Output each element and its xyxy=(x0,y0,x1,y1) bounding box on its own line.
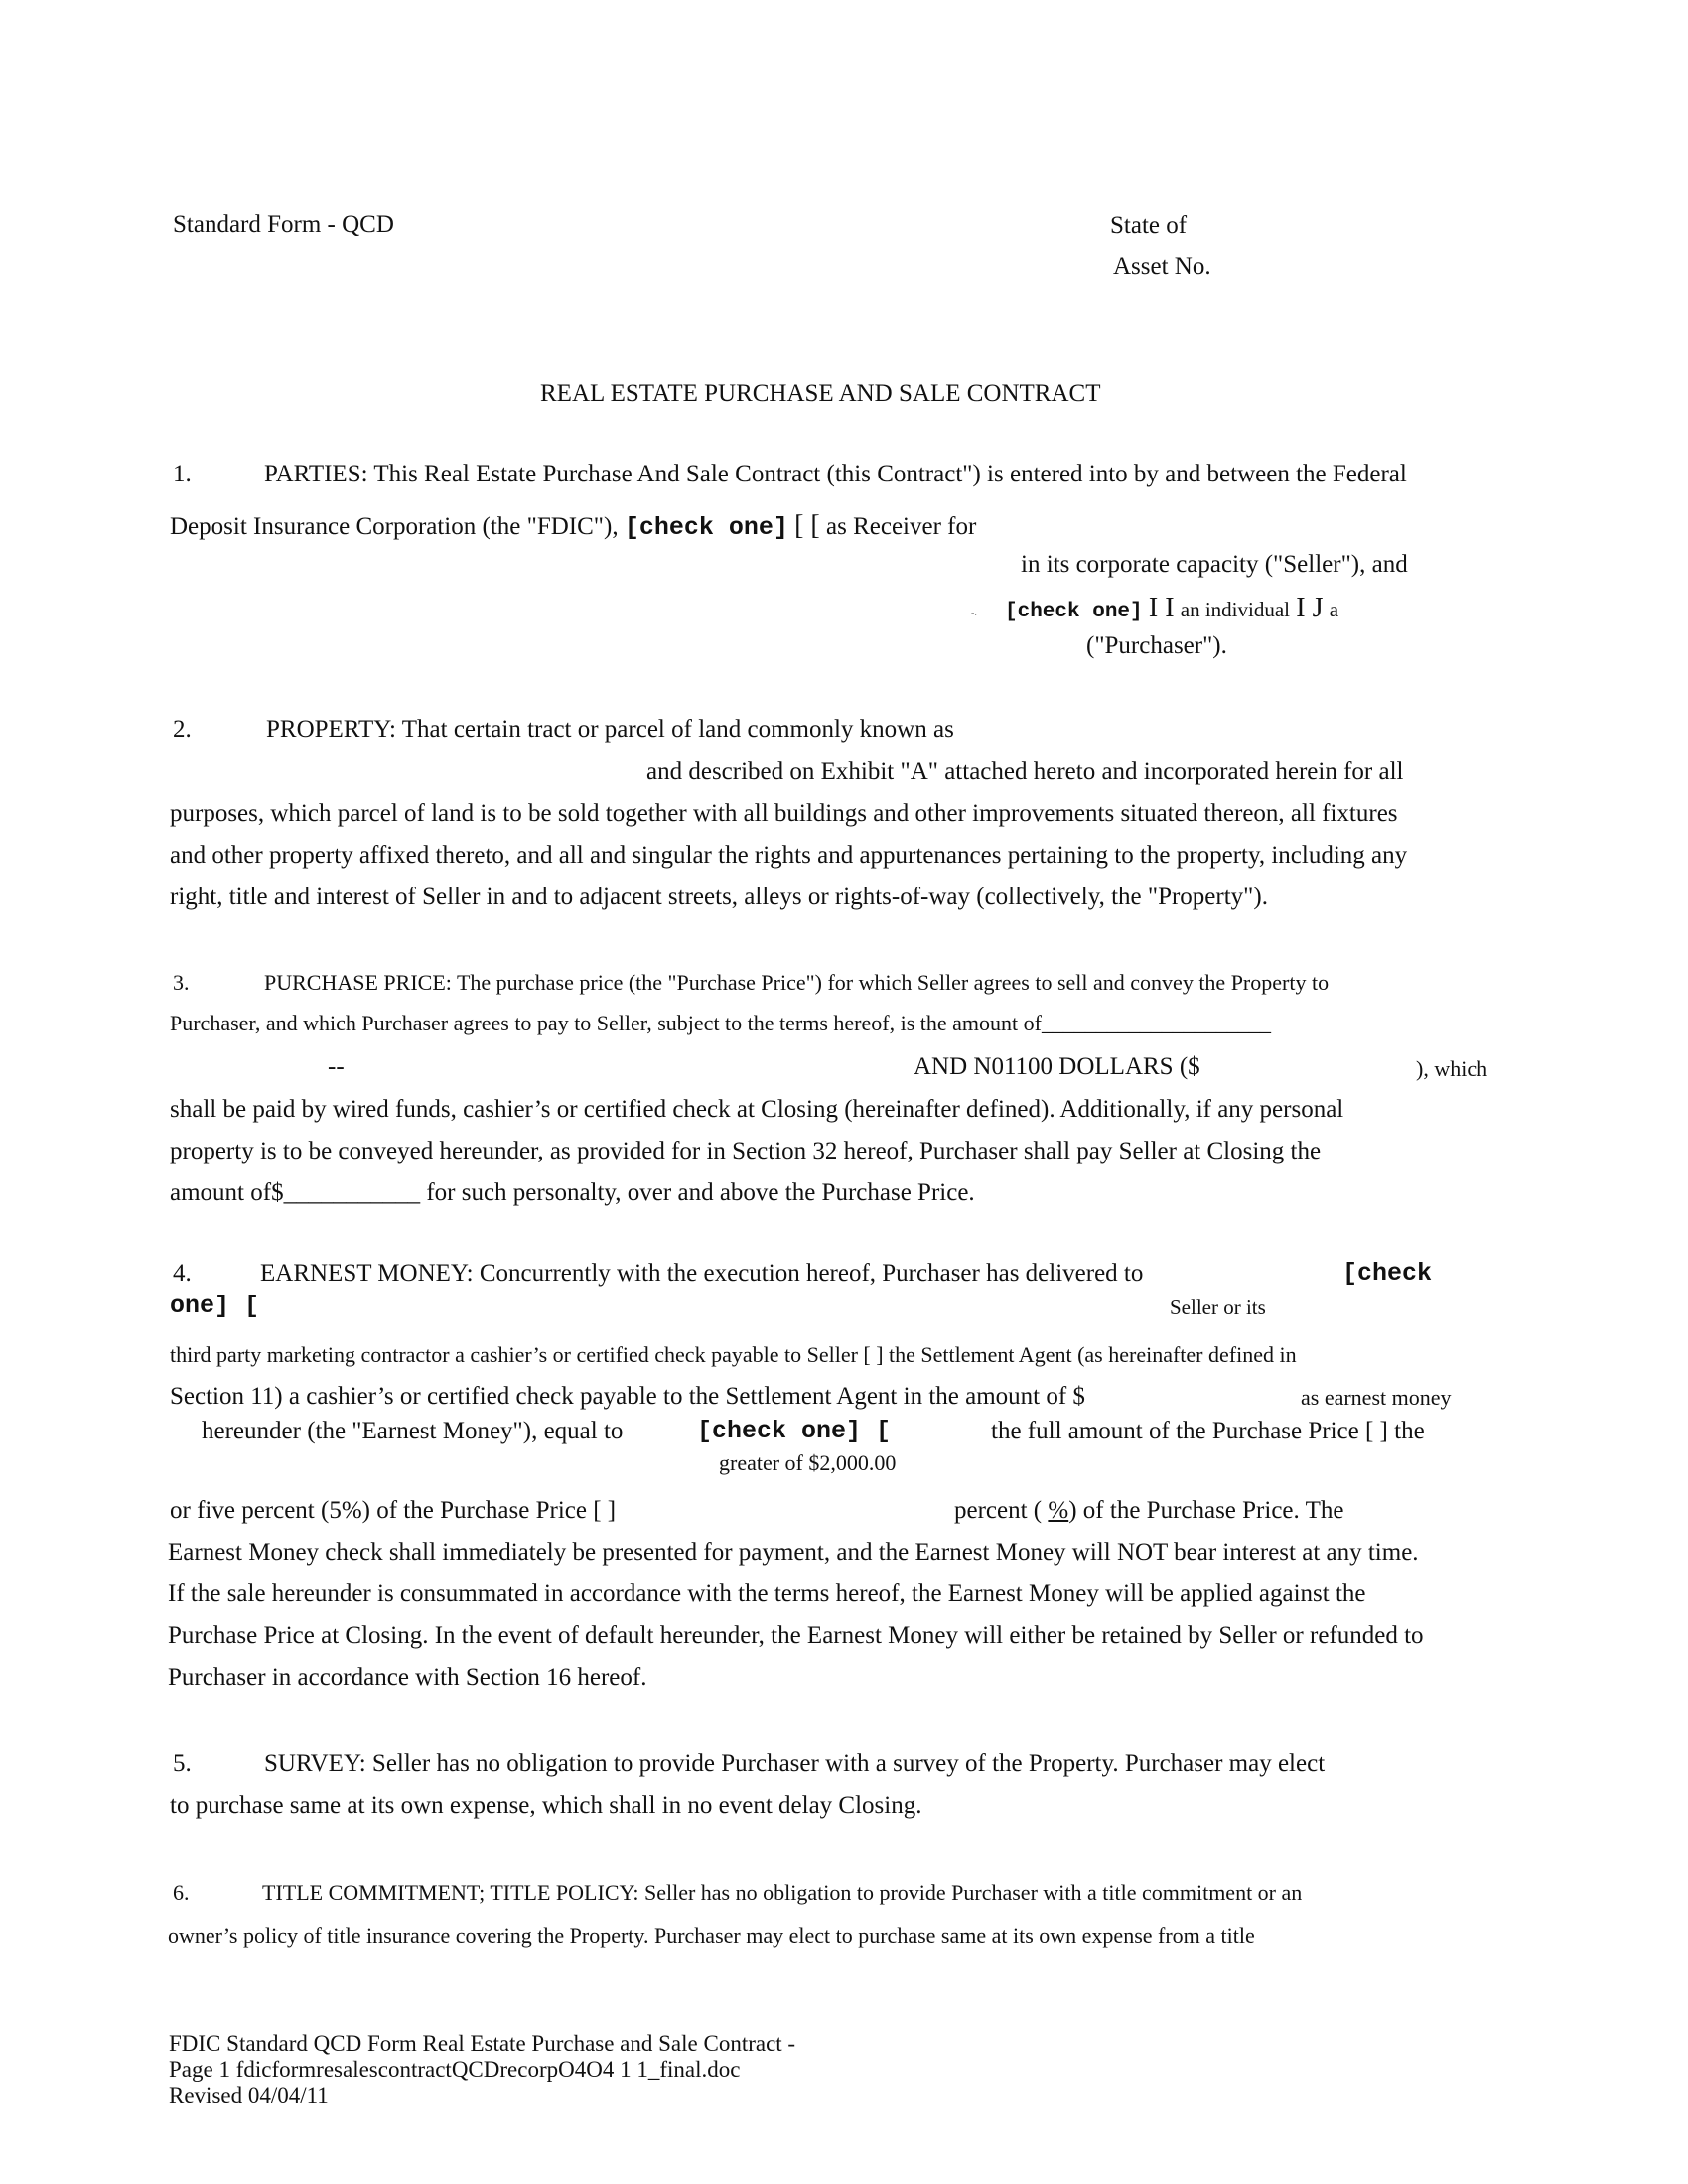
section-1-line-1: PARTIES: This Real Estate Purchase And Sale Contract (this Contract") is entered into by and between the Federal xyxy=(264,461,1407,487)
section-2-line-1: PROPERTY: That certain tract or parcel of land commonly known as xyxy=(266,716,954,743)
section-3-line-1: PURCHASE PRICE: The purchase price (the "Purchase Price") for which Seller agrees to sell and convey the Property to xyxy=(264,970,1330,995)
section-6-number: 6. xyxy=(173,1880,190,1905)
section-4-line-1: EARNEST MONEY: Concurrently with the execution hereof, Purchaser has delivered to xyxy=(260,1260,1144,1287)
check-one-bracket[interactable]: [check one] [ xyxy=(697,1417,892,1445)
greater-of-amount: greater of $2,000.00 xyxy=(719,1450,897,1475)
form-label: Standard Form - QCD xyxy=(173,211,394,238)
percent-suffix: ) of the Purchase Price. The xyxy=(1068,1497,1344,1524)
section-2-number: 2. xyxy=(173,716,192,743)
section-2-line-3: purposes, which parcel of land is to be sold together with all buildings and other improvements situated thereon, all fixtures xyxy=(170,800,1398,827)
earnest-money-label: as earnest money xyxy=(1301,1385,1452,1410)
check-one-label: [check one] xyxy=(1005,601,1143,623)
section-4-number: 4. xyxy=(173,1260,192,1287)
entity-label: a xyxy=(1329,598,1339,621)
section-2-line-5: right, title and interest of Seller in and to adjacent streets, alleys or rights-of-way (collectively, the "Property"). xyxy=(170,884,1268,910)
entity-checkbox[interactable]: I J xyxy=(1296,593,1324,623)
footer-line-2: Page 1 fdicformresalescontractQCDrecorpO4O4 1 1_final.doc xyxy=(169,2057,741,2082)
section-5-line-1: SURVEY: Seller has no obligation to provide Purchaser with a survey of the Property. Purchaser may elect xyxy=(264,1750,1326,1777)
asset-label: Asset No. xyxy=(1113,253,1211,280)
section-3-dashes: -- xyxy=(328,1053,345,1080)
section-1-line-2 xyxy=(170,511,976,543)
seller-or-its: Seller or its xyxy=(1170,1296,1266,1319)
section-3-dollars: AND N01100 DOLLARS ($ xyxy=(914,1053,1200,1080)
purchaser-type-checkbox[interactable]: I I xyxy=(1148,593,1175,623)
receiver-checkbox[interactable]: [ [ xyxy=(794,510,820,541)
section-3-which: ), which xyxy=(1416,1056,1488,1081)
section-1-number: 1. xyxy=(173,461,192,487)
section-4-line-3: third party marketing contractor a cashier’s or certified check payable to Seller [ ] the Settlement Agent (as hereinafter defined in xyxy=(170,1342,1297,1367)
section-4-line-7: or five percent (5%) of the Purchase Price [ ] xyxy=(170,1497,617,1524)
section-6-line-2: owner’s policy of title insurance covering the Property. Purchaser may elect to purchase same at its own expense from a title xyxy=(168,1923,1255,1948)
section-3-number: 3. xyxy=(173,970,190,995)
section-5-line-2: to purchase same at its own expense, which shall in no event delay Closing. xyxy=(170,1792,922,1819)
document-title: REAL ESTATE PURCHASE AND SALE CONTRACT xyxy=(540,380,1101,407)
individual-label: an individual xyxy=(1180,598,1291,621)
percent-label: percent ( xyxy=(954,1497,1043,1524)
section-1-line-4 xyxy=(1005,594,1338,627)
section-1-fdic-text: Deposit Insurance Corporation (the "FDIC"), xyxy=(170,513,619,540)
page-footer xyxy=(169,2031,795,2109)
scan-speck: -. xyxy=(971,608,977,618)
section-1-receiver-text: as Receiver for xyxy=(826,513,977,540)
section-4-line-8: Earnest Money check shall immediately be presented for payment, and the Earnest Money will NOT bear interest at any time. xyxy=(168,1539,1419,1566)
check-one-bracket[interactable]: one] [ xyxy=(170,1292,260,1320)
section-3-line-6: amount of$___________ for such personalty, over and above the Purchase Price. xyxy=(170,1179,975,1206)
section-4-full-amount: the full amount of the Purchase Price [ ] the xyxy=(991,1418,1425,1444)
section-4-percent xyxy=(954,1496,1343,1526)
state-label: State of xyxy=(1110,212,1188,239)
section-4-line-9: If the sale hereunder is consummated in accordance with the terms hereof, the Earnest Money will be applied against the xyxy=(168,1580,1366,1607)
section-1-line-5: ("Purchaser"). xyxy=(1086,632,1227,659)
section-6-line-1: TITLE COMMITMENT; TITLE POLICY: Seller has no obligation to provide Purchaser with a title commitment or an xyxy=(262,1880,1303,1905)
check-label: [check xyxy=(1342,1259,1433,1288)
footer-line-1: FDIC Standard QCD Form Real Estate Purchase and Sale Contract - xyxy=(169,2031,796,2056)
check-one-label: [check one] xyxy=(624,513,788,542)
footer-line-3: Revised 04/04/11 xyxy=(169,2083,329,2108)
section-1-line-3: in its corporate capacity ("Seller"), and xyxy=(1021,551,1408,578)
section-4-line-4: Section 11) a cashier’s or certified check payable to the Settlement Agent in the amount of $ xyxy=(170,1383,1085,1410)
section-4-line-5: hereunder (the "Earnest Money"), equal to xyxy=(202,1418,624,1444)
section-2-line-2: and described on Exhibit "A" attached hereto and incorporated herein for all xyxy=(646,758,1404,785)
section-3-line-5: property is to be conveyed hereunder, as provided for in Section 32 hereof, Purchaser shall pay Seller at Closing the xyxy=(170,1138,1322,1164)
section-2-line-4: and other property affixed thereto, and all and singular the rights and appurtenances pertaining to the property, including any xyxy=(170,842,1408,869)
section-5-number: 5. xyxy=(173,1750,192,1777)
section-3-line-4: shall be paid by wired funds, cashier’s or certified check at Closing (hereinafter defined). Additionally, if any personal xyxy=(170,1096,1344,1123)
section-3-line-2: Purchaser, and which Purchaser agrees to pay to Seller, subject to the terms hereof, is the amount of_____________________ xyxy=(170,1011,1271,1035)
percent-sign: % xyxy=(1048,1497,1069,1524)
section-4-line-10: Purchase Price at Closing. In the event of default hereunder, the Earnest Money will either be retained by Seller or refunded to xyxy=(168,1622,1424,1649)
section-4-line-11: Purchaser in accordance with Section 16 hereof. xyxy=(168,1664,647,1691)
